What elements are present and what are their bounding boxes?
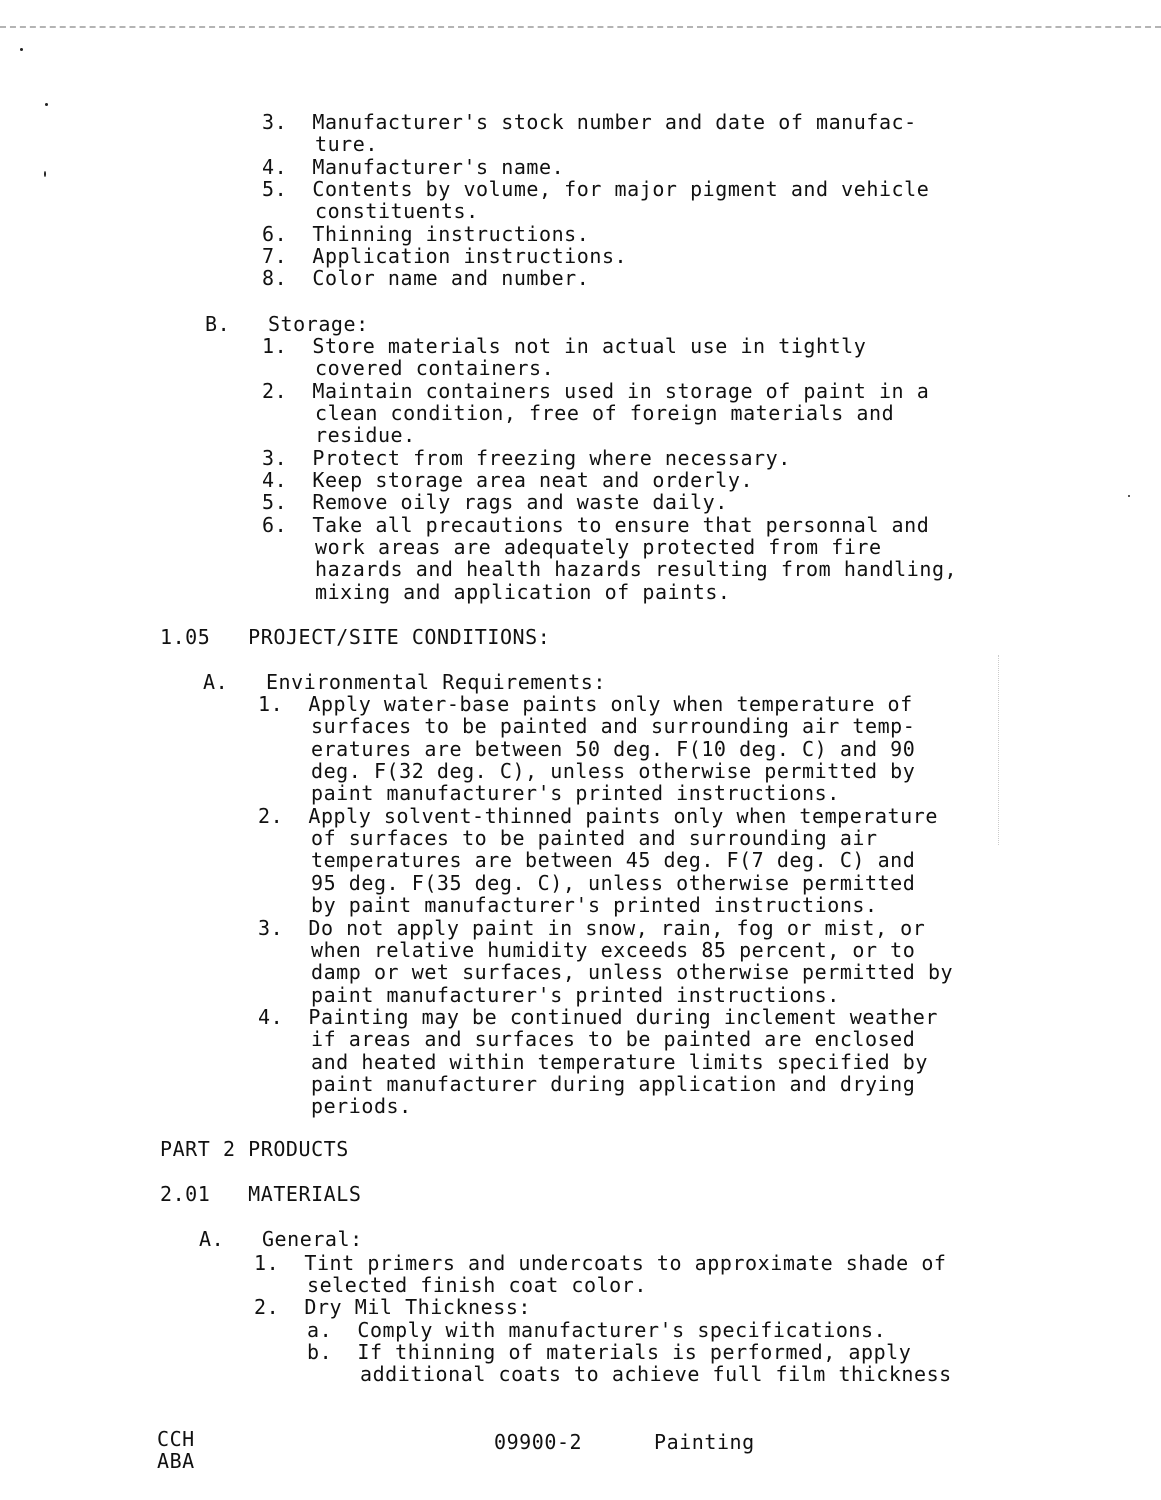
text-line: 5. Remove oily rags and waste daily. <box>262 490 728 514</box>
text-line: 4. Painting may be continued during inclement weather <box>258 1005 938 1029</box>
text-line: 1. Tint primers and undercoats to approximate shade of <box>254 1251 947 1275</box>
scan-speck <box>45 103 48 106</box>
scan-margin-marks <box>998 655 1013 845</box>
text-line: 5. Contents by volume, for major pigment and vehicle <box>262 177 930 201</box>
text-line: paint manufacturer's printed instructions. <box>311 983 840 1007</box>
text-line: 8. Color name and number. <box>262 266 590 290</box>
text-line: deg. F(32 deg. C), unless otherwise permitted by <box>311 759 916 783</box>
text-line: 2. Dry Mil Thickness: <box>254 1295 532 1319</box>
text-line: 2. Maintain containers used in storage of paint in a <box>262 379 930 403</box>
text-line: periods. <box>311 1094 412 1118</box>
text-line: 4. Keep storage area neat and orderly. <box>262 468 754 492</box>
footer-initials-2: ABA <box>157 1449 195 1473</box>
text-line: clean condition, free of foreign materials and <box>315 401 895 425</box>
text-line: eratures are between 50 deg. F(10 deg. C) and 90 <box>311 737 916 761</box>
text-line: 3. Protect from freezing where necessary. <box>262 446 791 470</box>
text-line: work areas are adequately protected from fire <box>315 535 882 559</box>
text-line: by paint manufacturer's printed instructions. <box>311 893 878 917</box>
text-line: 1. Apply water-base paints only when temperature of <box>258 692 913 716</box>
text-line: covered containers. <box>315 356 555 380</box>
scan-speck <box>20 48 23 51</box>
text-line: 95 deg. F(35 deg. C), unless otherwise permitted <box>311 871 916 895</box>
text-line: when relative humidity exceeds 85 percent, or to <box>311 938 916 962</box>
text-line: 4. Manufacturer's name. <box>262 155 565 179</box>
text-line: additional coats to achieve full film thickness <box>360 1362 952 1386</box>
text-line: 1. Store materials not in actual use in tightly <box>262 334 867 358</box>
text-line: 6. Thinning instructions. <box>262 222 590 246</box>
footer-initials-1: CCH <box>157 1427 195 1451</box>
text-line: residue. <box>315 423 416 447</box>
text-line: B. Storage: <box>205 312 369 336</box>
text-line: selected finish coat color. <box>307 1273 647 1297</box>
text-line: paint manufacturer during application and drying <box>311 1072 916 1096</box>
text-line: 7. Application instructions. <box>262 244 628 268</box>
text-line: 3. Do not apply paint in snow, rain, fog or mist, or <box>258 916 926 940</box>
text-line: PART 2 PRODUCTS <box>160 1137 349 1161</box>
text-line: surfaces to be painted and surrounding air temp- <box>311 714 916 738</box>
text-line: 1.05 PROJECT/SITE CONDITIONS: <box>160 625 551 649</box>
footer-section-number: 09900-2 <box>494 1430 583 1454</box>
text-line: 2.01 MATERIALS <box>160 1182 362 1206</box>
text-line: temperatures are between 45 deg. F(7 deg. C) and <box>311 848 916 872</box>
scan-artifact-line <box>0 26 1161 28</box>
text-line: A. Environmental Requirements: <box>203 670 606 694</box>
text-line: 6. Take all precautions to ensure that personnal and <box>262 513 930 537</box>
text-line: 3. Manufacturer's stock number and date of manufac- <box>262 110 917 134</box>
text-line: if areas and surfaces to be painted are enclosed <box>311 1027 916 1051</box>
text-line: hazards and health hazards resulting from handling, <box>315 557 958 581</box>
text-line: and heated within temperature limits specified by <box>311 1050 928 1074</box>
text-line: 2. Apply solvent-thinned paints only when temperature <box>258 804 938 828</box>
text-line: of surfaces to be painted and surrounding air <box>311 826 878 850</box>
text-line: constituents. <box>315 199 479 223</box>
text-line: a. Comply with manufacturer's specifications. <box>307 1318 887 1342</box>
scan-speck <box>1128 495 1130 497</box>
text-line: b. If thinning of materials is performed, apply <box>307 1340 912 1364</box>
text-line: paint manufacturer's printed instructions. <box>311 781 840 805</box>
text-line: ture. <box>315 132 378 156</box>
text-line: damp or wet surfaces, unless otherwise permitted by <box>311 960 954 984</box>
text-line: A. General: <box>199 1227 363 1251</box>
footer-section-title: Painting <box>654 1430 755 1454</box>
scan-speck <box>44 171 46 177</box>
text-line: mixing and application of paints. <box>315 580 731 604</box>
